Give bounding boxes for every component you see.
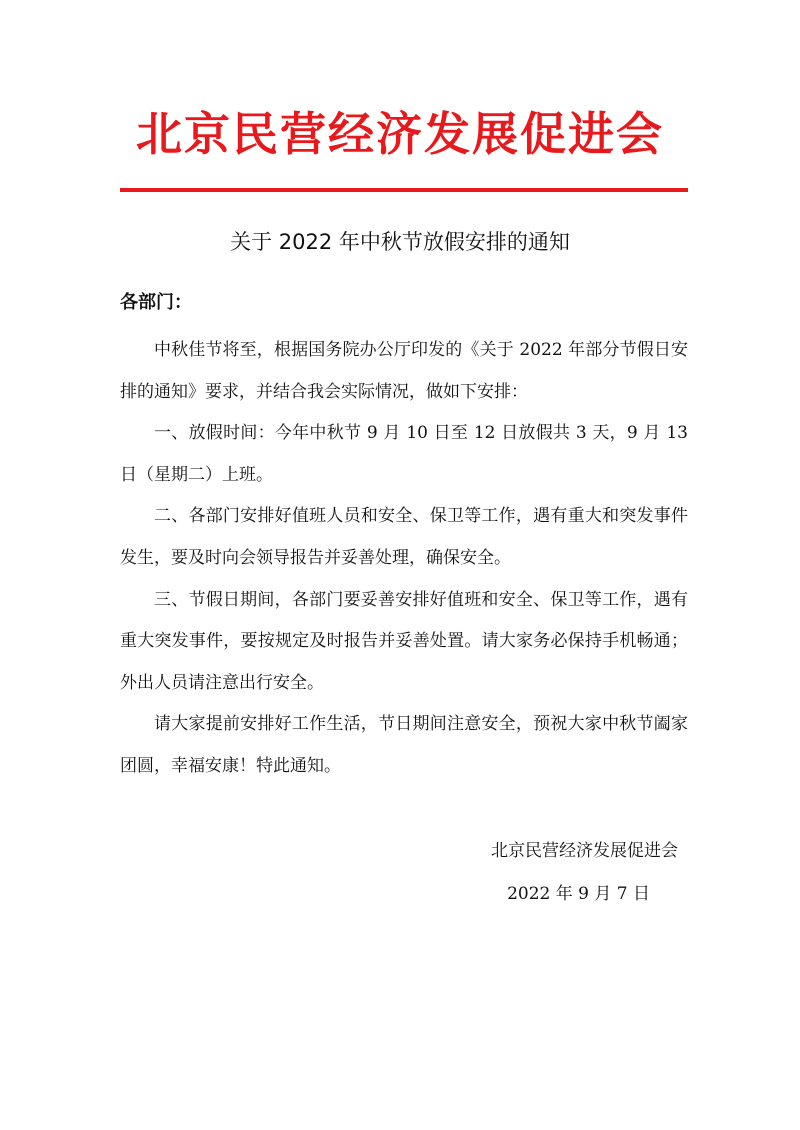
masthead-divider <box>120 188 688 192</box>
document-title: 关于 2022 年中秋节放假安排的通知 <box>230 230 570 254</box>
paragraph-intro: 中秋佳节将至，根据国务院办公厅印发的《关于 2022 年部分节假日安排的通知》要求，并结合我会实际情况，做如下安排： <box>120 340 688 402</box>
signature: 北京民营经济发展促进会 <box>491 841 678 861</box>
masthead-title: 北京民营经济发展促进会 <box>136 107 664 161</box>
salutation: 各部门： <box>120 292 192 313</box>
paragraph-item-1: 一、放假时间：今年中秋节 9 月 10 日至 12 日放假共 3 天，9 月 13 日（星期二）上班。 <box>120 423 688 485</box>
paragraph-item-2: 二、各部门安排好值班人员和安全、保卫等工作，遇有重大和突发事件发生，要及时向会领导报告并妥善处理，确保安全。 <box>120 506 688 568</box>
paragraph-item-3: 三、节假日期间，各部门要妥善安排好值班和安全、保卫等工作，遇有重大突发事件，要按规定及时报告并妥善处置。请大家务必保持手机畅通；外出人员请注意出行安全。 <box>120 589 688 693</box>
paragraph-closing: 请大家提前安排好工作生活，节日期间注意安全，预祝大家中秋节阖家团圆，幸福安康！特此通知。 <box>120 714 688 776</box>
document-date: 2022 年 9 月 7 日 <box>507 884 650 904</box>
document-body <box>120 330 688 788</box>
